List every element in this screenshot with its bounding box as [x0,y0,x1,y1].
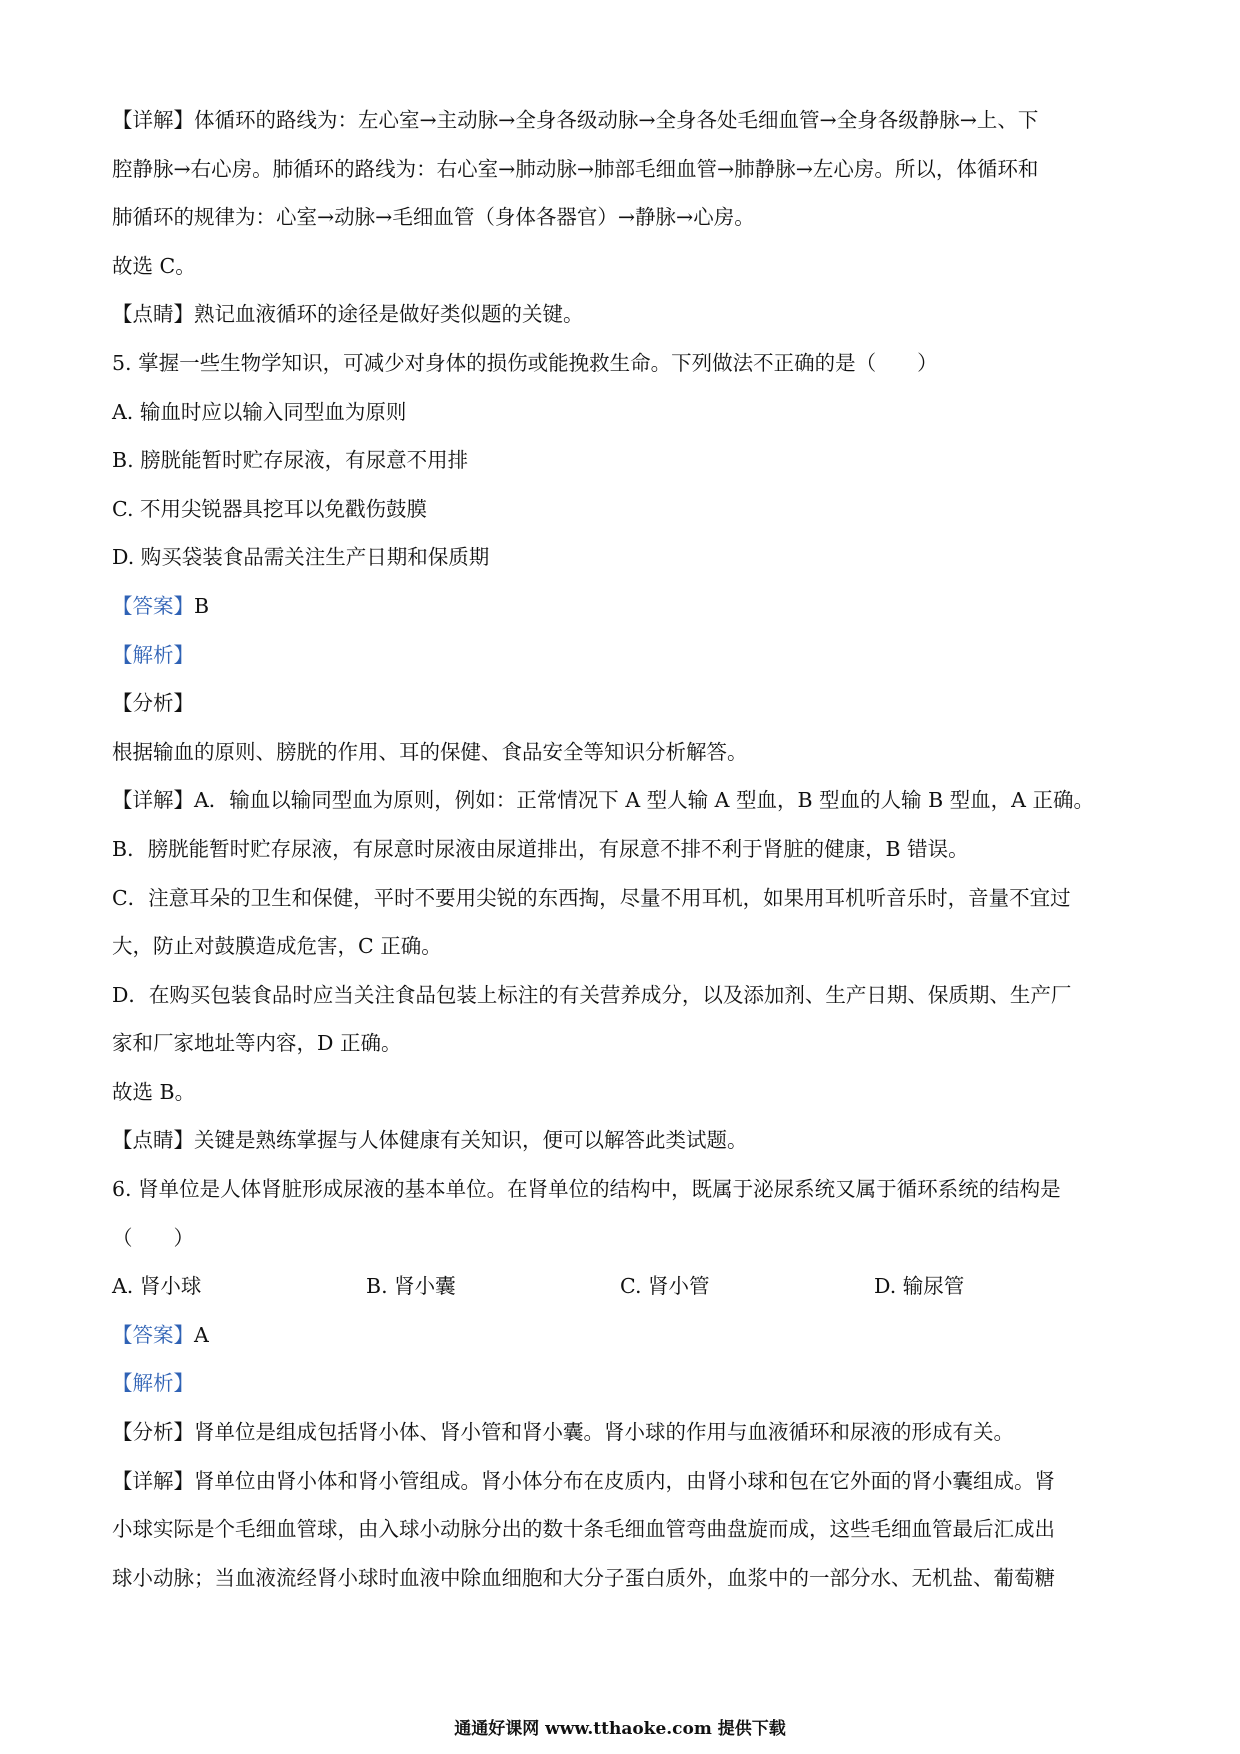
question-6-option-b: B. 肾小囊 [366,1274,456,1299]
answer-value: A [194,1322,209,1347]
question-5-stem: 5. 掌握一些生物学知识，可减少对身体的损伤或能挽救生命。下列做法不正确的是（ ） [112,350,938,375]
detail-line: 球小动脉；当血液流经肾小球时血液中除血细胞和大分子蛋白质外，血浆中的一部分水、无机盐、葡萄糖 [112,1565,1055,1590]
question-5-option-a: A. 输血时应以输入同型血为原则 [112,399,407,424]
detail-line: 小球实际是个毛细血管球，由入球小动脉分出的数十条毛细血管弯曲盘旋而成，这些毛细血管最后汇成出 [112,1517,1055,1542]
fenxi-tag: 【分析】 [112,691,194,716]
question-5-option-b: B. 膀胱能暂时贮存尿液，有尿意不用排 [112,448,469,473]
question-6-answer [112,1311,1130,1360]
question-6-stem: 6. 肾单位是人体肾脏形成尿液的基本单位。在肾单位的结构中，既属于泌尿系统又属于循环系统的结构是 [112,1177,1061,1202]
detail-line: C．注意耳朵的卫生和保健，平时不要用尖锐的东西掏，尽量不用耳机，如果用耳机听音乐时，音量不宜过 [112,885,1071,910]
key-point: 【点睛】关键是熟练掌握与人体健康有关知识，便可以解答此类试题。 [112,1128,748,1153]
choice-result: 故选 C。 [112,253,196,278]
answer-tag: 【答案】 [112,1322,194,1347]
detail-line: 大，防止对鼓膜造成危害，C 正确。 [112,934,442,959]
answer-value: B [194,593,210,618]
detail-line: 腔静脉→右心房。肺循环的路线为：右心室→肺动脉→肺部毛细血管→肺静脉→左心房。所以，体循环和 [112,156,1039,181]
detail-line: 【详解】A．输血以输同型血为原则，例如：正常情况下 A 型人输 A 型血，B 型血的人输 B 型血，A 正确。 [112,788,1094,813]
detail-line: B．膀胱能暂时贮存尿液，有尿意时尿液由尿道排出，有尿意不排不利于肾脏的健康，B 错误。 [112,836,969,861]
key-point: 【点睛】熟记血液循环的途径是做好类似题的关键。 [112,302,584,327]
question-6-option-a: A. 肾小球 [112,1274,202,1299]
fenxi-text: 根据输血的原则、膀胱的作用、耳的保健、食品安全等知识分析解答。 [112,739,748,764]
detail-line: 【详解】肾单位由肾小体和肾小管组成。肾小体分布在皮质内，由肾小球和包在它外面的肾小囊组成。肾 [112,1468,1055,1493]
analysis-tag: 【解析】 [112,642,194,667]
detail-line: 【详解】体循环的路线为：左心室→主动脉→全身各级动脉→全身各处毛细血管→全身各级静脉→上、下 [112,108,1039,132]
choice-result: 故选 B。 [112,1079,196,1104]
question-5-option-d: D. 购买袋装食品需关注生产日期和保质期 [112,545,490,570]
detail-line: 家和厂家地址等内容，D 正确。 [112,1031,402,1056]
question-6-options [112,1262,1130,1311]
detail-line: 肺循环的规律为：心室→动脉→毛细血管（身体各器官）→静脉→心房。 [112,205,755,230]
analysis-tag: 【解析】 [112,1371,194,1396]
question-6-option-c: C. 肾小管 [620,1274,710,1299]
question-6-stem-bracket: （ ） [112,1225,194,1250]
fenxi-line: 【分析】肾单位是组成包括肾小体、肾小管和肾小囊。肾小球的作用与血液循环和尿液的形成有关。 [112,1420,1014,1445]
question-5-answer [112,582,1130,631]
document-body [112,96,1130,1602]
question-5-option-c: C. 不用尖锐器具挖耳以免戳伤鼓膜 [112,496,427,521]
question-6-option-d: D. 输尿管 [874,1274,965,1299]
page-footer: 通通好课网 www.tthaoke.com 提供下载 [454,1719,786,1739]
detail-line: D．在购买包装食品时应当关注食品包装上标注的有关营养成分，以及添加剂、生产日期、保质期、生产厂 [112,982,1072,1007]
answer-tag: 【答案】 [112,593,194,618]
